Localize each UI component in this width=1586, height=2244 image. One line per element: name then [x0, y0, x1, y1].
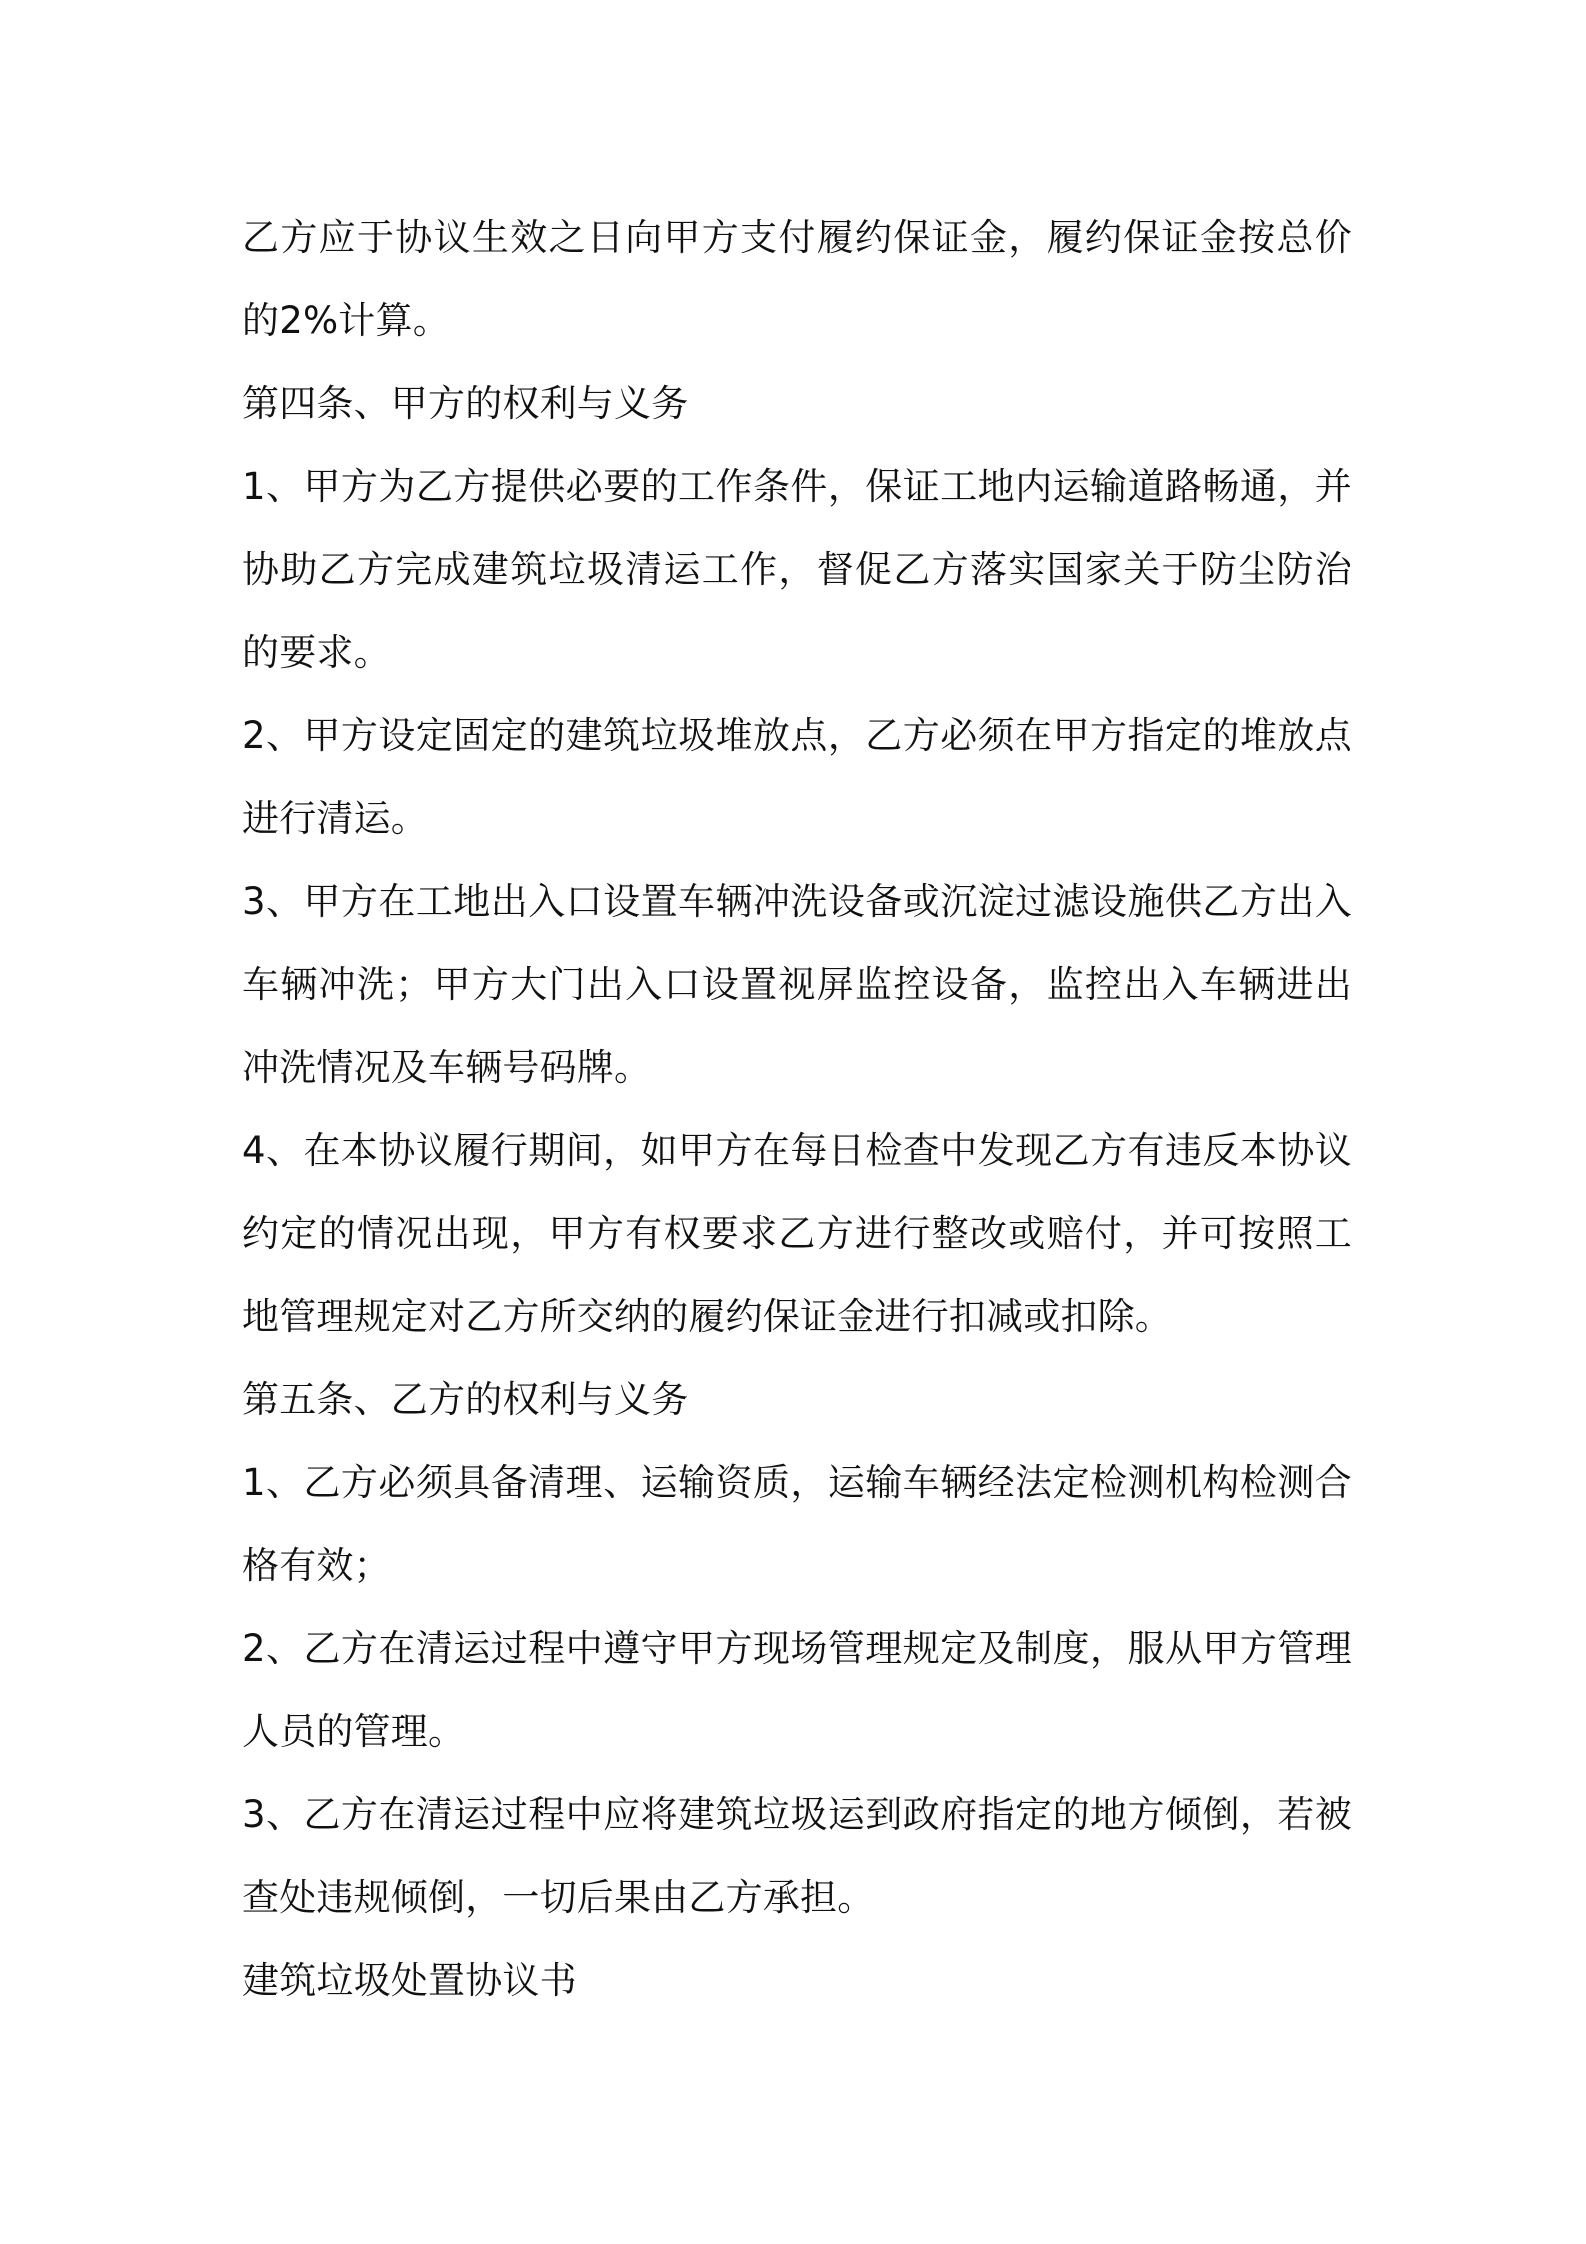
clause-4-4: 4、在本协议履行期间，如甲方在每日检查中发现乙方有违反本协议约定的情况出现，甲方有权要求乙方进行整改或赔付，并可按照工地管理规定对乙方所交纳的履约保证金进行扣减或扣除。 — [242, 1129, 1352, 1338]
clause-4-1: 1、甲方为乙方提供必要的工作条件，保证工地内运输道路畅通，并协助乙方完成建筑垃圾清运工作，督促乙方落实国家关于防尘防治的要求。 — [242, 465, 1352, 674]
paragraph-deposit: 乙方应于协议生效之日向甲方支付履约保证金，履约保证金按总价的2%计算。 — [242, 216, 1352, 342]
document-title: 建筑垃圾处置协议书 — [242, 1959, 577, 2002]
document-body — [242, 196, 1352, 2022]
clause-4-2: 2、甲方设定固定的建筑垃圾堆放点，乙方必须在甲方指定的堆放点进行清运。 — [242, 714, 1352, 840]
section-heading-5: 第五条、乙方的权利与义务 — [242, 1378, 689, 1421]
clause-4-3: 3、甲方在工地出入口设置车辆冲洗设备或沉淀过滤设施供乙方出入车辆冲洗；甲方大门出入口设置视屏监控设备，监控出入车辆进出冲洗情况及车辆号码牌。 — [242, 880, 1352, 1089]
clause-5-1: 1、乙方必须具备清理、运输资质，运输车辆经法定检测机构检测合格有效； — [242, 1461, 1352, 1587]
clause-5-2: 2、乙方在清运过程中遵守甲方现场管理规定及制度，服从甲方管理人员的管理。 — [242, 1627, 1352, 1753]
section-heading-4: 第四条、甲方的权利与义务 — [242, 382, 689, 425]
clause-5-3: 3、乙方在清运过程中应将建筑垃圾运到政府指定的地方倾倒，若被查处违规倾倒，一切后果由乙方承担。 — [242, 1793, 1352, 1919]
